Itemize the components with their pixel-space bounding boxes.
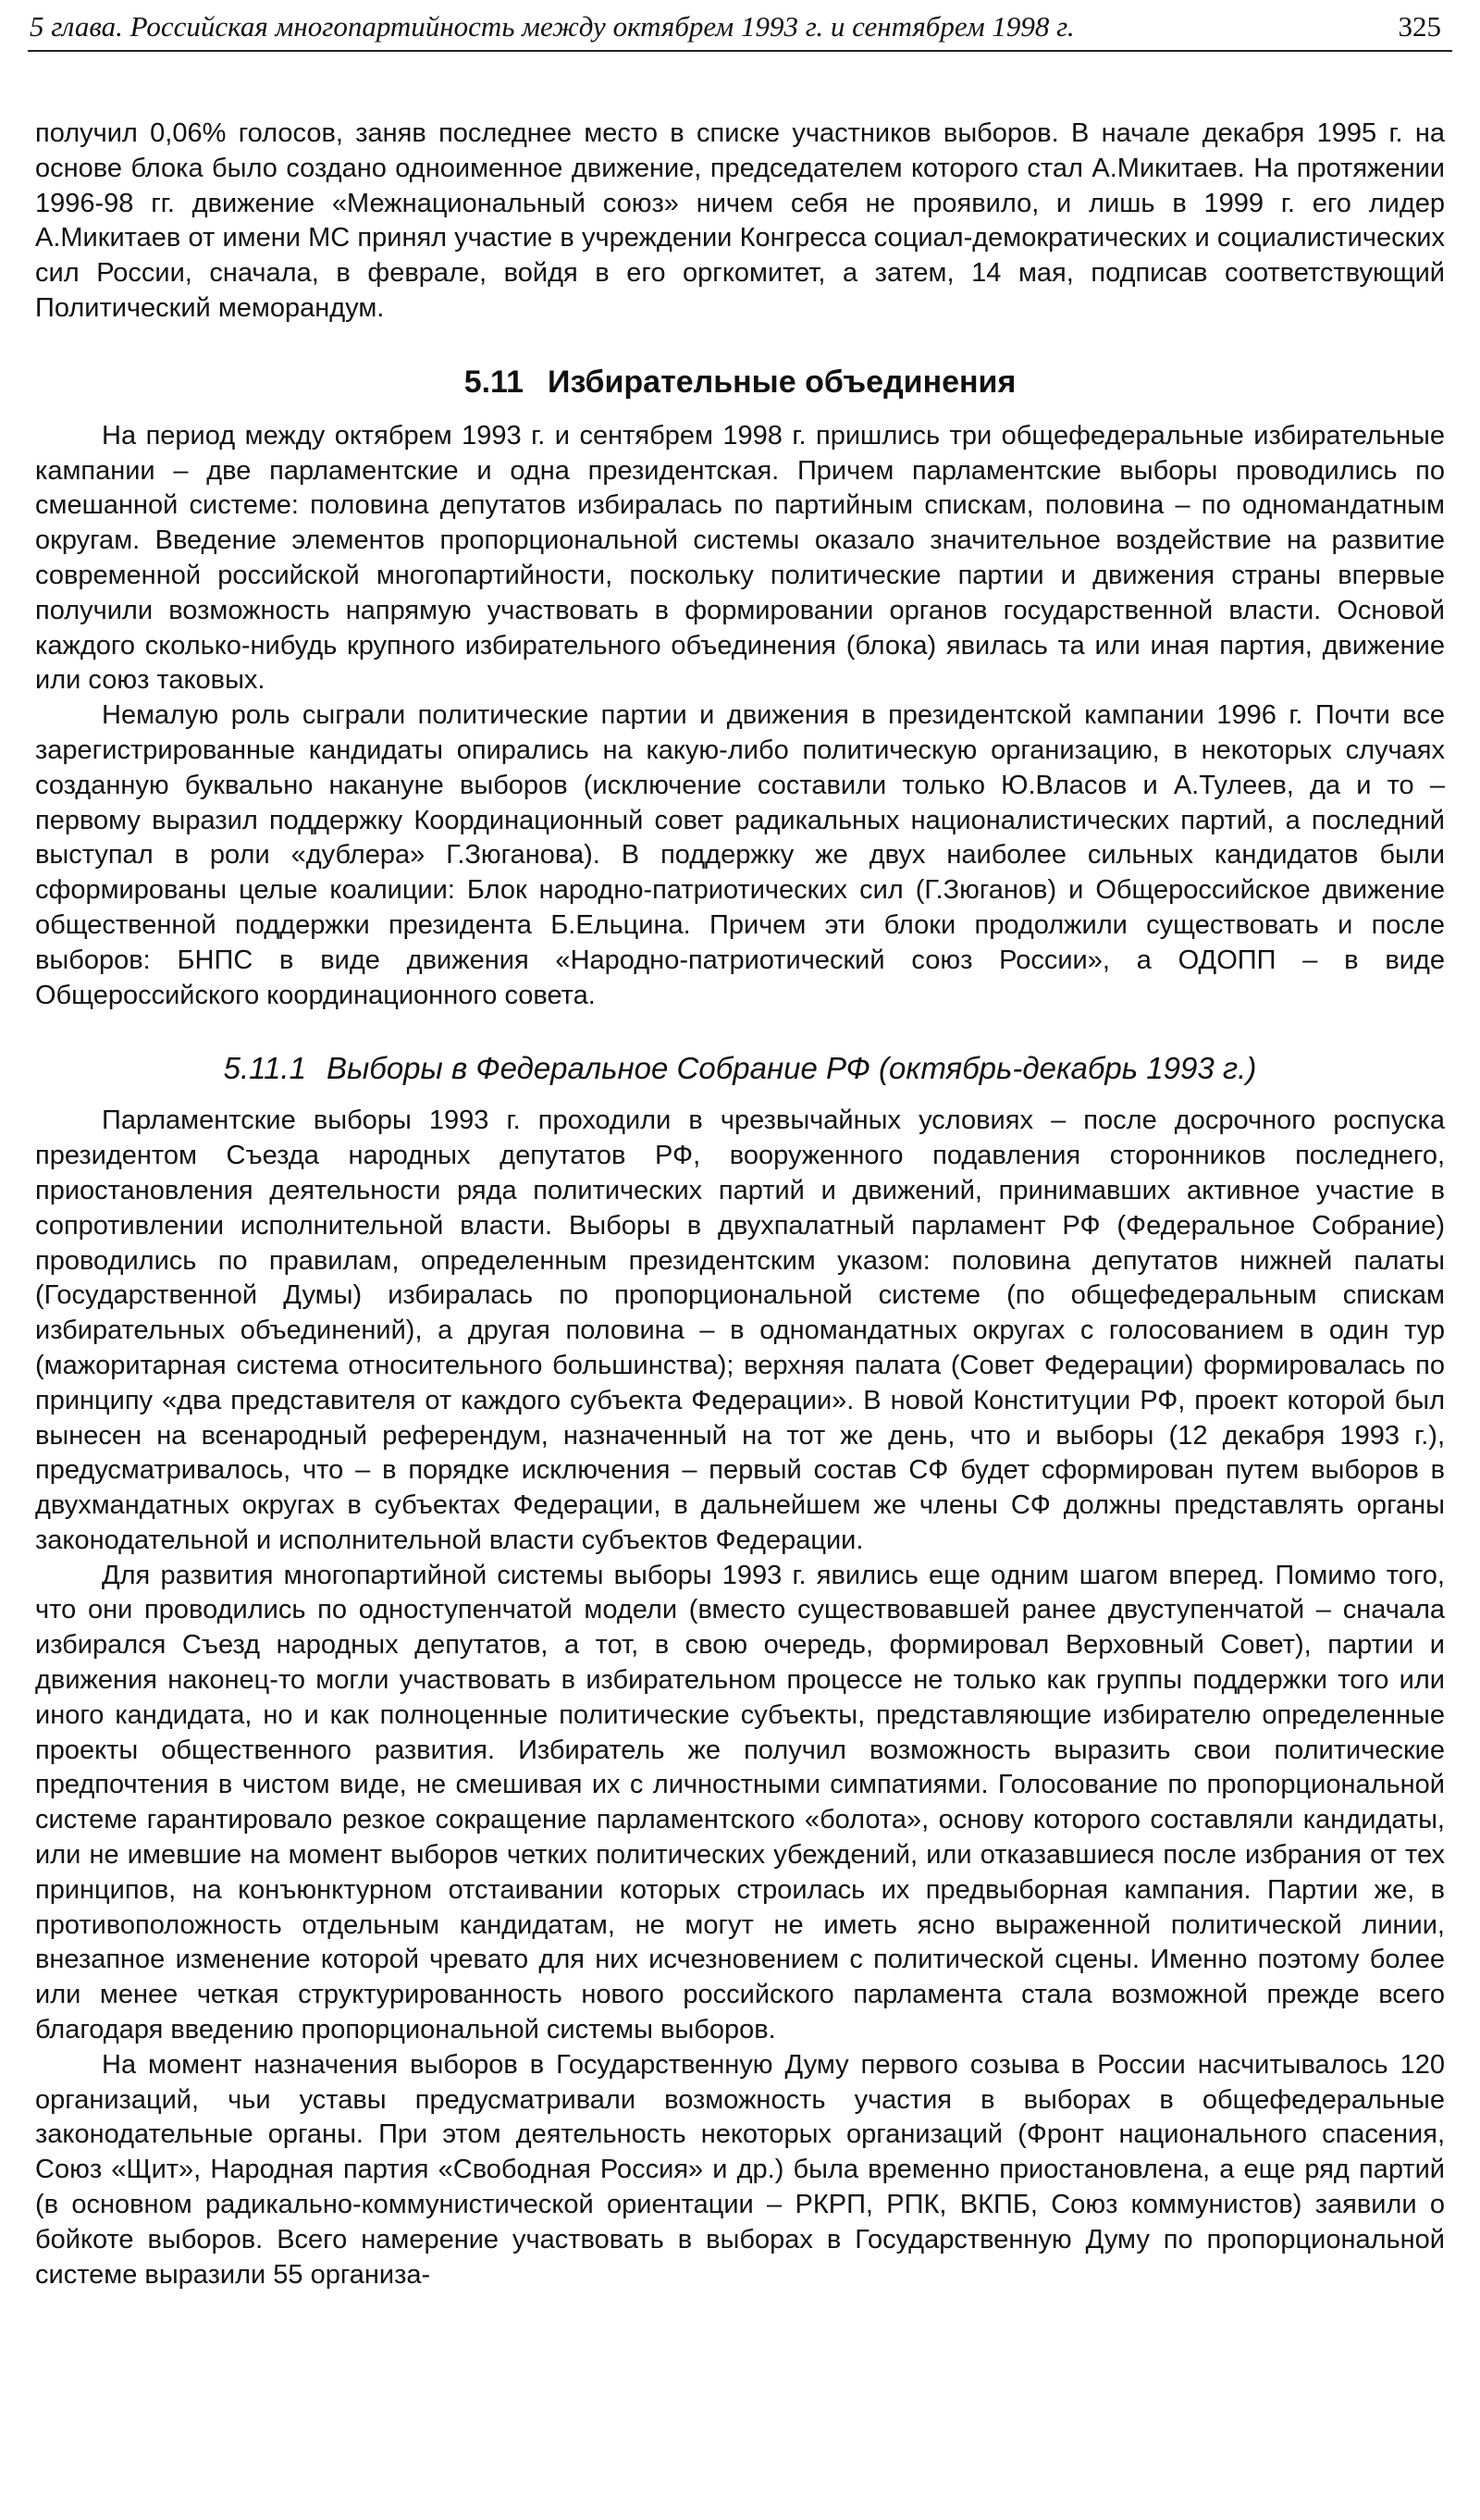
running-header bbox=[28, 7, 1452, 52]
subsection-number: 5.11.1 bbox=[223, 1051, 306, 1086]
page-number: 325 bbox=[1398, 10, 1441, 43]
body-text bbox=[35, 117, 1445, 2292]
paragraph: Для развития многопартийной системы выборы 1993 г. явились еще одним шагом вперед. Помимо того, что они проводились по одноступенчатой модели (вместо существовавшей ранее двуступенчатой – сначала избирался Съезд народных депутатов, а тот, в свою очередь, формировал Верховный Совет), партии и движения наконец-то могли участвовать в избирательном процессе не только как группы поддержки того или иного кандидата, но и как полноценные политические субъекты, представляющие избирателю определенные проекты общественного развития. Избиратель же получил возможность выразить свои политические предпочтения в чистом виде, не смешивая их с личностными симпатиями. Голосование по пропорциональной системе гарантировало резкое сокращение парламентского «болота», основу которого составляли кандидаты, или не имевшие на момент выборов четких политических убеждений, или отказавшиеся после избрания от тех принципов, на конъюнктурном отстаивании которых строилась их предвыборная кампания. Партии же, в противоположность отдельным кандидатам, не могут не иметь ясно выраженной политической линии, внезапное изменение которой чревато для них исчезновением с политической сцены. Именно поэтому более или менее четкая структурированность нового российского парламента стала возможной прежде всего благодаря введению пропорциональной системы выборов. bbox=[35, 1560, 1445, 2045]
subsection-heading bbox=[35, 1050, 1445, 1087]
document-page bbox=[28, 0, 1452, 2520]
paragraph: Парламентские выборы 1993 г. проходили в чрезвычайных условиях – после досрочного роспуска президентом Съезда народных депутатов РФ, вооруженного подавления сторонников последнего, приостановления деятельности ряда политических партий и движений, принимавших активное участие в сопротивлении исполнительной власти. Выборы в двухпалатный парламент РФ (Федеральное Собрание) проводились по правилам, определенным президентским указом: половина депутатов нижней палаты (Государственной Думы) избиралась по пропорциональной системе (по общефедеральным спискам избирательных объединений), а другая половина – в одномандатных округах с голосованием в один тур (мажоритарная система относительного большинства); верхняя палата (Совет Федерации) формировалась по принципу «два представителя от каждого субъекта Федерации». В новой Конституции РФ, проект которой был вынесен на всенародный референдум, назначенный на тот же день, что и выборы (12 декабря 1993 г.), предусматривалось, что – в порядке исключения – первый состав СФ будет сформирован путем выборов в двухмандатных округах в субъектах Федерации, в дальнейшем же члены СФ должны представлять органы законодательной и исполнительной власти субъектов Федерации. bbox=[35, 1106, 1445, 1555]
paragraph: Немалую роль сыграли политические партии и движения в президентской кампании 1996 г. Почти все зарегистрированные кандидаты опирались на какую-либо политическую организацию, в некоторых случаях созданную буквально накануне выборов (исключение составили только Ю.Власов и А.Тулеев, да и то – первому выразил поддержку Координационный совет радикальных националистических партий, а последний выступал в роли «дублера» Г.Зюганова). В поддержку же двух наиболее сильных кандидатов были сформированы целые коалиции: Блок народно-патриотических сил (Г.Зюганов) и Общероссийское движение общественной поддержки президента Б.Ельцина. Причем эти блоки продолжили существовать и после выборов: БНПС в виде движения «Народно-патриотический союз России», а ОДОПП – в виде Общероссийского координационного совета. bbox=[35, 700, 1445, 1010]
paragraph: получил 0,06% голосов, заняв последнее место в списке участников выборов. В начале декабря 1995 г. на основе блока было создано одноименное движение, председателем которого стал А.Микитаев. На протяжении 1996-98 гг. движение «Межнациональный союз» ничем себя не проявило, и лишь в 1999 г. его лидер А.Микитаев от имени МС принял участие в учреждении Конгресса социал-демократических и социалистических сил России, сначала, в феврале, войдя в его оргкомитет, а затем, 14 мая, подписав соответствующий Политический меморандум. bbox=[35, 118, 1445, 323]
section-title: Избирательные объединения bbox=[548, 364, 1017, 400]
paragraph: На период между октябрем 1993 г. и сентябрем 1998 г. пришлись три общефедеральные избирательные кампании – две парламентские и одна президентская. Причем парламентские выборы проводились по смешанной системе: половина депутатов избиралась по партийным спискам, половина – по одномандатным округам. Введение элементов пропорциональной системы оказало значительное воздействие на развитие современной российской многопартийности, поскольку политические партии и движения страны впервые получили возможность напрямую участвовать в формировании органов государственной власти. Основой каждого сколько-нибудь крупного избирательного объединения (блока) явилась та или иная партия, движение или союз таковых. bbox=[35, 420, 1445, 696]
section-number: 5.11 bbox=[463, 364, 524, 400]
paragraph: На момент назначения выборов в Государственную Думу первого созыва в России насчитывалось 120 организаций, чьи уставы предусматривали возможность участия в выборах в общефедеральные законодательные органы. При этом деятельность некоторых организаций (Фронт национального спасения, Союз «Щит», Народная партия «Свободная Россия» и др.) была временно приостановлена, а еще ряд партий (в основном радикально-коммунистической ориентации – РКРП, РПК, ВКПБ, Союз коммунистов) заявили о бойкоте выборов. Всего намерение участвовать в выборах в Государственную Думу по пропорциональной системе выразили 55 организа- bbox=[35, 2049, 1445, 2290]
chapter-title: 5 глава. Российская многопартийность между октябрем 1993 г. и сентябрем 1998 г. bbox=[30, 10, 1075, 43]
subsection-title: Выборы в Федеральное Собрание РФ (октябрь-декабрь 1993 г.) bbox=[326, 1051, 1257, 1086]
section-heading bbox=[35, 364, 1445, 401]
